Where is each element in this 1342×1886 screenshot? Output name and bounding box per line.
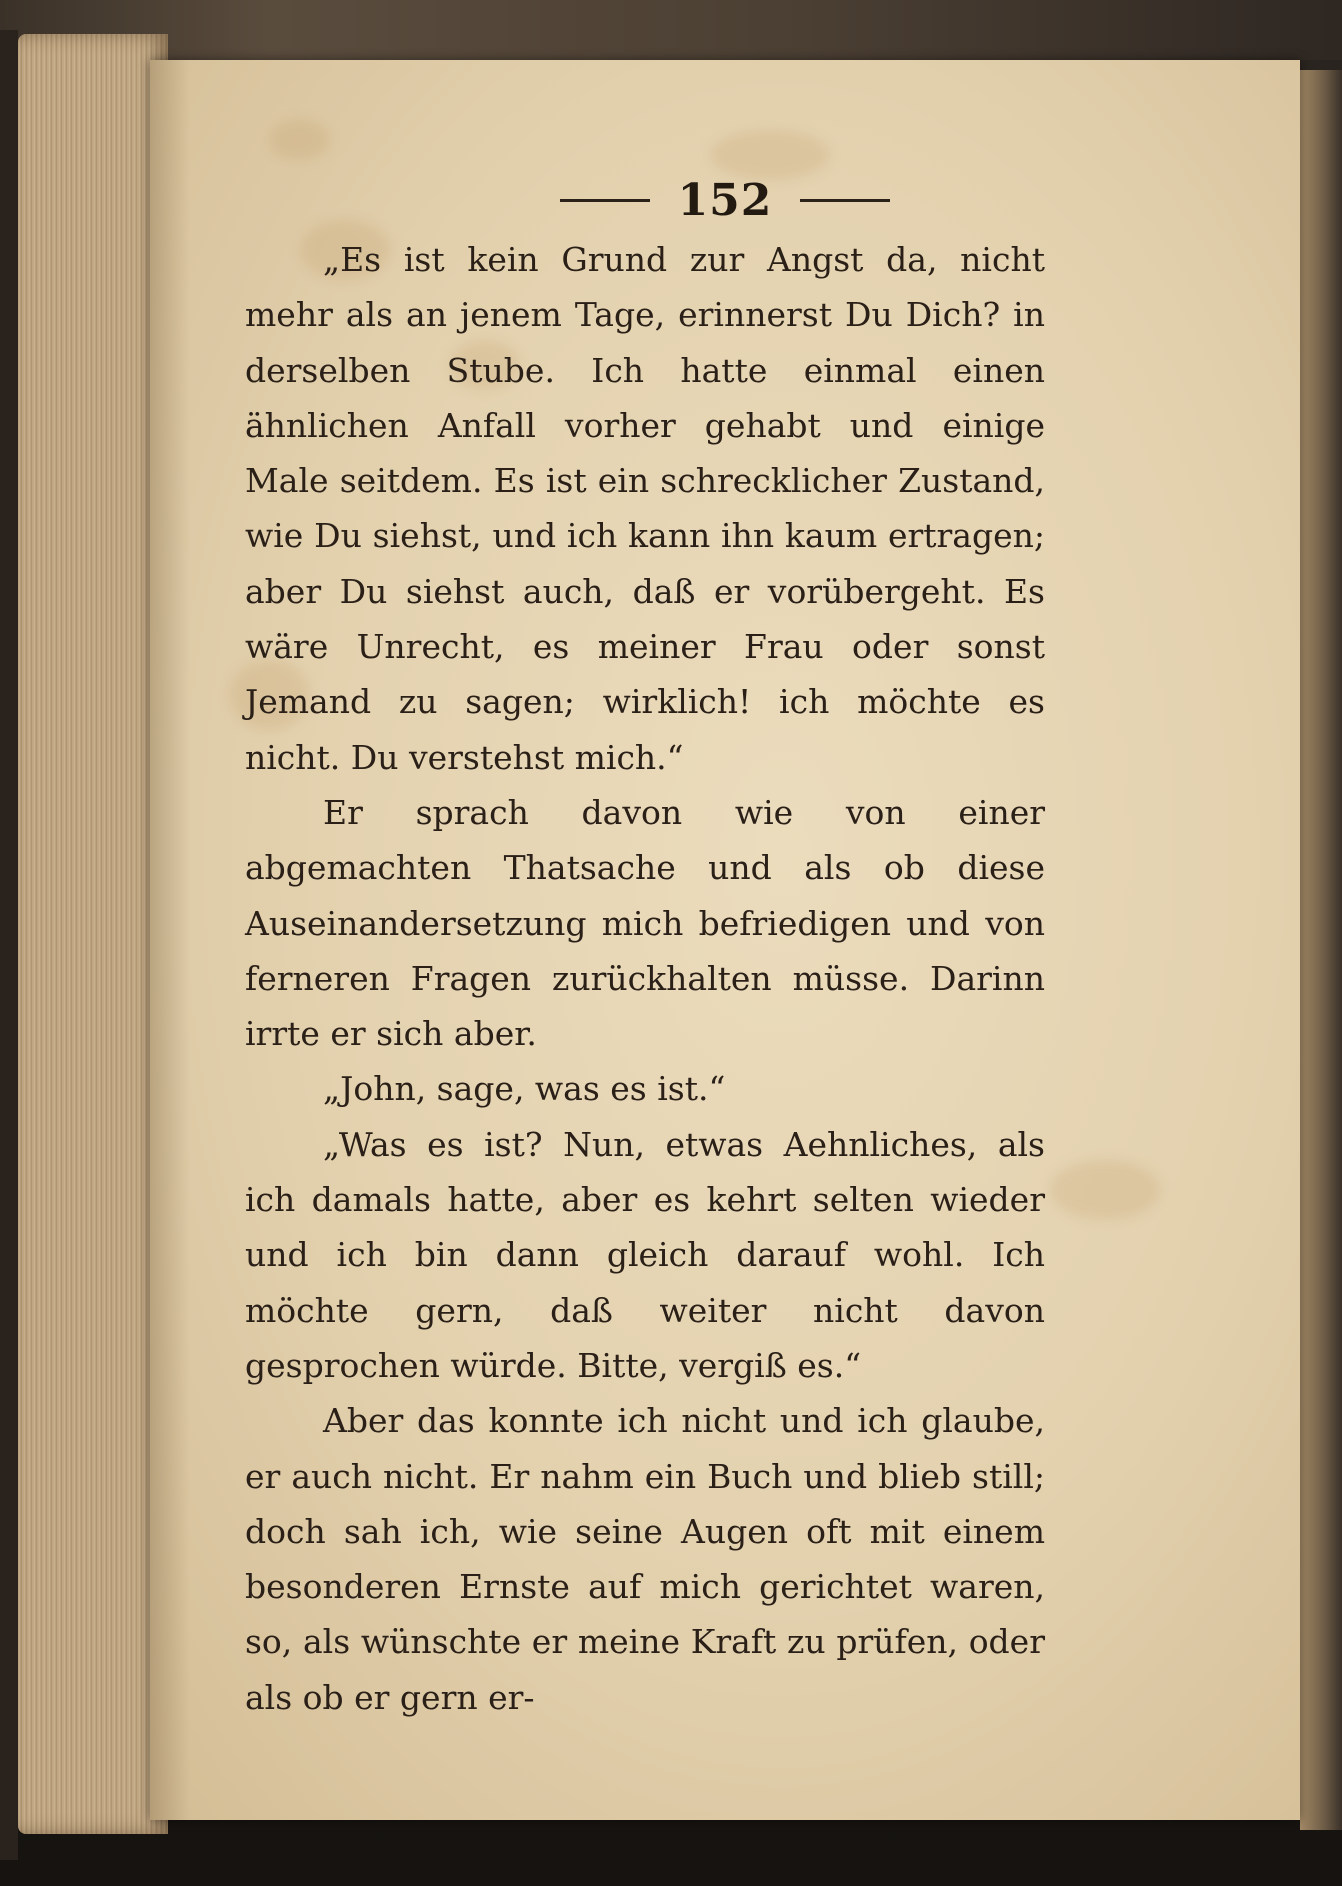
- page-number: 152: [677, 174, 773, 226]
- book-cover-right: [1300, 70, 1342, 1830]
- foxing-stain: [1050, 1160, 1160, 1220]
- header-rule-right: [800, 199, 890, 202]
- foxing-stain: [270, 120, 330, 160]
- paragraph: „John, sage, was es ist.“: [323, 1069, 726, 1109]
- header-rule-left: [560, 199, 650, 202]
- paragraph: Aber das konnte ich nicht und ich glaube, er auch nicht. Er nahm ein Buch und blieb still; doch sah ich, wie seine Augen oft mit einem besonderen Ernste auf mich gerichtet waren, so, als wünschte er meine Kraft zu prüfen, oder als ob er gern er-: [245, 1401, 1045, 1717]
- page-header: [150, 170, 1300, 230]
- paragraph: „Was es ist? Nun, etwas Aehnliches, als ich damals hatte, aber es kehrt selten wieder und ich bin dann gleich darauf wohl. Ich möchte gern, daß weiter nicht davon gesprochen würde. Bitte, vergiß es.“: [245, 1124, 1045, 1385]
- paragraph: Er sprach davon wie von einer abgemachten Thatsache und als ob diese Auseinandersetzung mich befriedigen und von ferneren Fragen zurückhalten müsse. Darinn irrte er sich aber.: [245, 792, 1045, 1054]
- body-text: [245, 232, 1045, 1725]
- page-edges-stack: [18, 34, 168, 1834]
- paragraph: „Es ist kein Grund zur Angst da, nicht mehr als an jenem Tage, erinnerst Du Dich? in derselben Stube. Ich hatte einmal einen ähnlichen Anfall vorher gehabt und einige Male seitdem. Es ist ein schrecklicher Zustand, wie Du siehst, und ich kann ihn kaum ertragen; aber Du siehst auch, daß er vorübergeht. Es wäre Unrecht, es meiner Frau oder sonst Jemand zu sagen; wirklich! ich möchte es nicht. Du verstehst mich.“: [245, 240, 1045, 777]
- book-cover-left: [0, 30, 18, 1860]
- book-cover-top: [0, 0, 1342, 60]
